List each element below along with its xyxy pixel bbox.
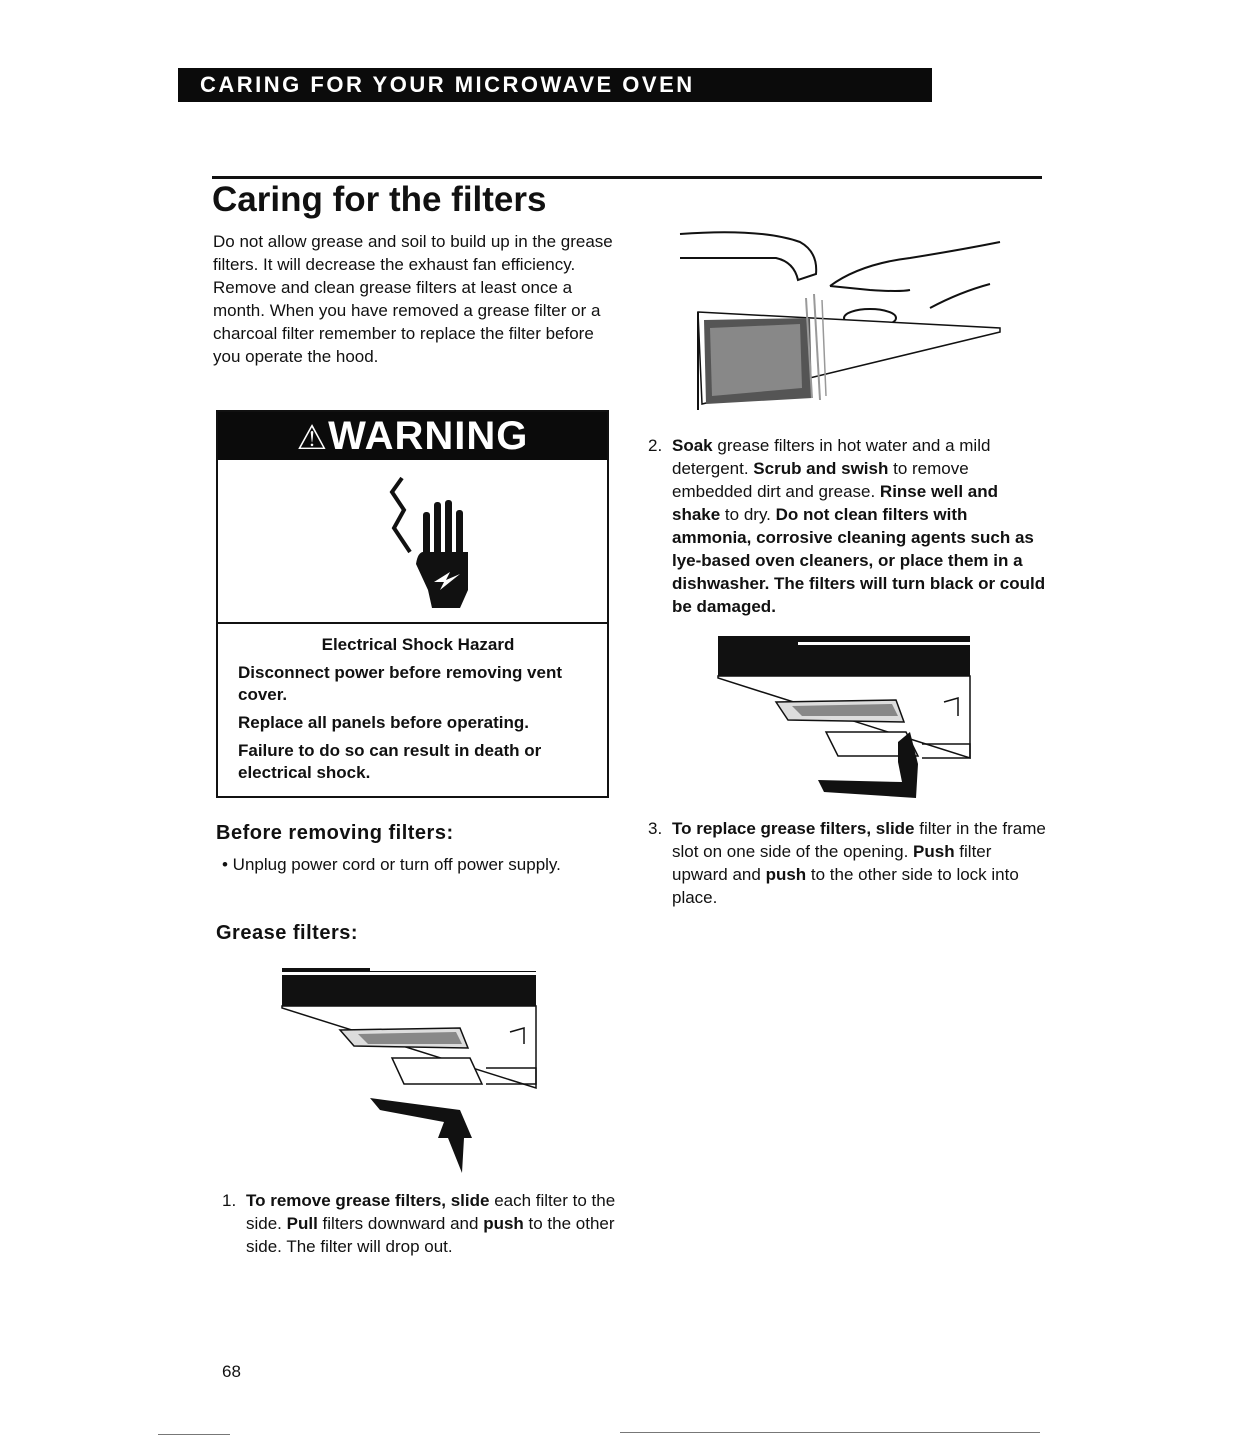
- scan-edge-line: [620, 1432, 1040, 1433]
- before-removing-bullet: • Unplug power cord or turn off power supply.: [222, 855, 561, 874]
- step-1-number: 1.: [222, 1191, 237, 1210]
- step-3-bold-1: To replace grease filters, slide: [672, 819, 915, 838]
- step-2-text-2: to remove embedded dirt and grease.: [672, 459, 969, 501]
- scan-edge-line-left: [158, 1434, 230, 1435]
- warning-divider: [218, 622, 607, 624]
- section-banner: CARING FOR YOUR MICROWAVE OVEN: [178, 68, 932, 102]
- step-1-text-3: to the other side. The filter will drop out.: [246, 1214, 615, 1256]
- warning-header: [218, 412, 607, 460]
- page-number: 68: [222, 1362, 241, 1381]
- intro-paragraph: Do not allow grease and soil to build up in the grease filters. It will decrease the exhaust fan efficiency. Remove and clean grease filters at least once a month. When you have removed a grease filter or a charcoal filter remember to replace the filter before you operate the hood.: [213, 232, 613, 366]
- step-2: [648, 434, 1048, 618]
- step-3-text-3: to the other side to lock into place.: [672, 865, 1019, 907]
- step-1-text-1: each filter to the side.: [246, 1191, 616, 1233]
- page-title: Caring for the filters: [212, 180, 547, 219]
- replace-filter-illustration: [712, 636, 974, 804]
- warning-box: [216, 410, 609, 798]
- soak-filter-illustration: [680, 228, 1020, 413]
- step-2-text-1: grease filters in hot water and a mild detergent.: [672, 436, 991, 478]
- warning-line-2: Replace all panels before operating.: [238, 713, 529, 732]
- step-3: [648, 817, 1048, 909]
- step-1-bold-1: To remove grease filters, slide: [246, 1191, 490, 1210]
- step-1: [222, 1189, 622, 1258]
- step-2-bold-3: Rinse well and shake: [672, 482, 999, 524]
- step-2-number: 2.: [648, 436, 663, 455]
- before-removing-heading: Before removing filters:: [216, 822, 454, 844]
- shock-hazard-icon: [388, 472, 488, 617]
- step-3-bold-2: Push: [913, 842, 955, 861]
- remove-filter-illustration: [280, 968, 540, 1178]
- warning-text: [238, 634, 598, 790]
- warning-line-3: Failure to do so can result in death or electrical shock.: [238, 741, 542, 782]
- warning-heading: WARNING: [328, 414, 529, 458]
- title-rule: [212, 176, 1042, 179]
- hazard-title: Electrical Shock Hazard: [321, 635, 515, 654]
- step-3-bold-3: push: [765, 865, 807, 884]
- step-1-bold-3: push: [483, 1214, 524, 1233]
- step-2-bold-2: Scrub and swish: [753, 459, 889, 478]
- step-2-text-3: to dry.: [720, 505, 776, 524]
- warning-line-1: Disconnect power before removing vent cover.: [238, 663, 563, 704]
- step-2-bold-1: Soak: [672, 436, 713, 455]
- step-3-text-1: filter in the frame slot on one side of the opening.: [672, 819, 1046, 861]
- step-1-bold-2: Pull: [286, 1214, 318, 1233]
- step-3-text-2: filter upward and: [672, 842, 992, 884]
- step-3-number: 3.: [648, 819, 663, 838]
- step-1-text-2: filters downward and: [317, 1214, 484, 1233]
- warning-triangle-icon: ⚠: [296, 419, 329, 457]
- grease-filters-heading: Grease filters:: [216, 922, 359, 944]
- step-2-bold-4: Do not clean filters with ammonia, corrosive cleaning agents such as lye-based oven cleaners, or place them in a dishwasher. The filters will turn black or could be damaged.: [672, 505, 1046, 616]
